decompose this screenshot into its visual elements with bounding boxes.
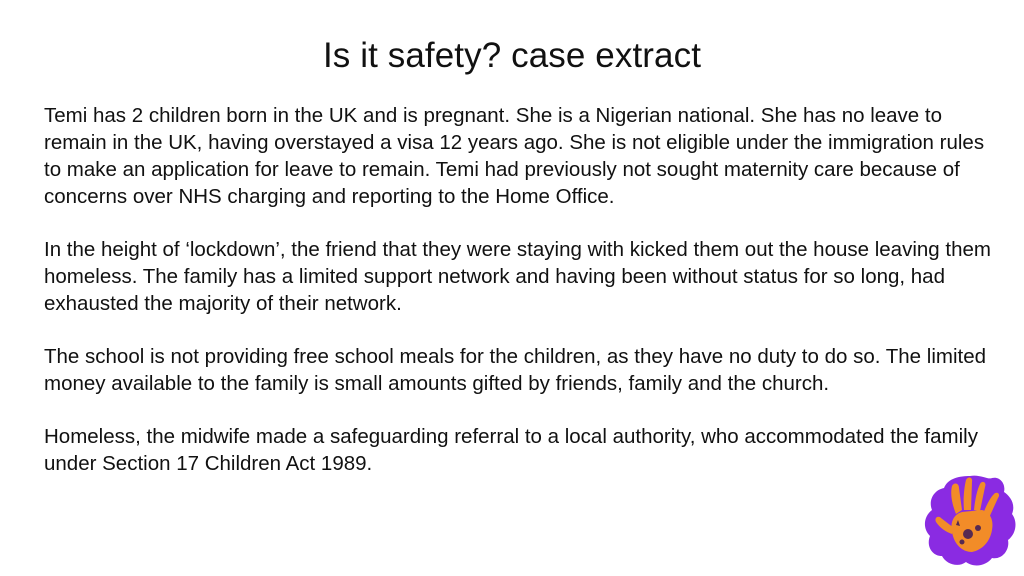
hand-print-logo-icon — [922, 470, 1018, 570]
paragraph-school-meals: The school is not providing free school meals for the children, as they have no duty to do so. The limited money available to the family is small amounts gifted by friends, family and the church. — [44, 345, 986, 395]
paragraph-lockdown: In the height of ‘lockdown’, the friend that they were staying with kicked them out the house leaving them homeless. The family has a limited support network and having been without status for so long, had exhausted the majority of their network. — [44, 238, 991, 315]
paragraph-background: Temi has 2 children born in the UK and is pregnant. She is a Nigerian national. She has no leave to remain in the UK, having overstayed a visa 12 years ago. She is not eligible under the immigration rules to make an application for leave to remain. Temi had previously not sought maternity care because of concerns over NHS charging and reporting to the Home Office. — [44, 104, 985, 208]
paragraph-referral: Homeless, the midwife made a safeguarding referral to a local authority, who accommodated the family under Section 17 Children Act 1989. — [44, 425, 978, 475]
case-extract-body — [44, 102, 1004, 503]
slide-title: Is it safety? case extract — [322, 36, 702, 75]
